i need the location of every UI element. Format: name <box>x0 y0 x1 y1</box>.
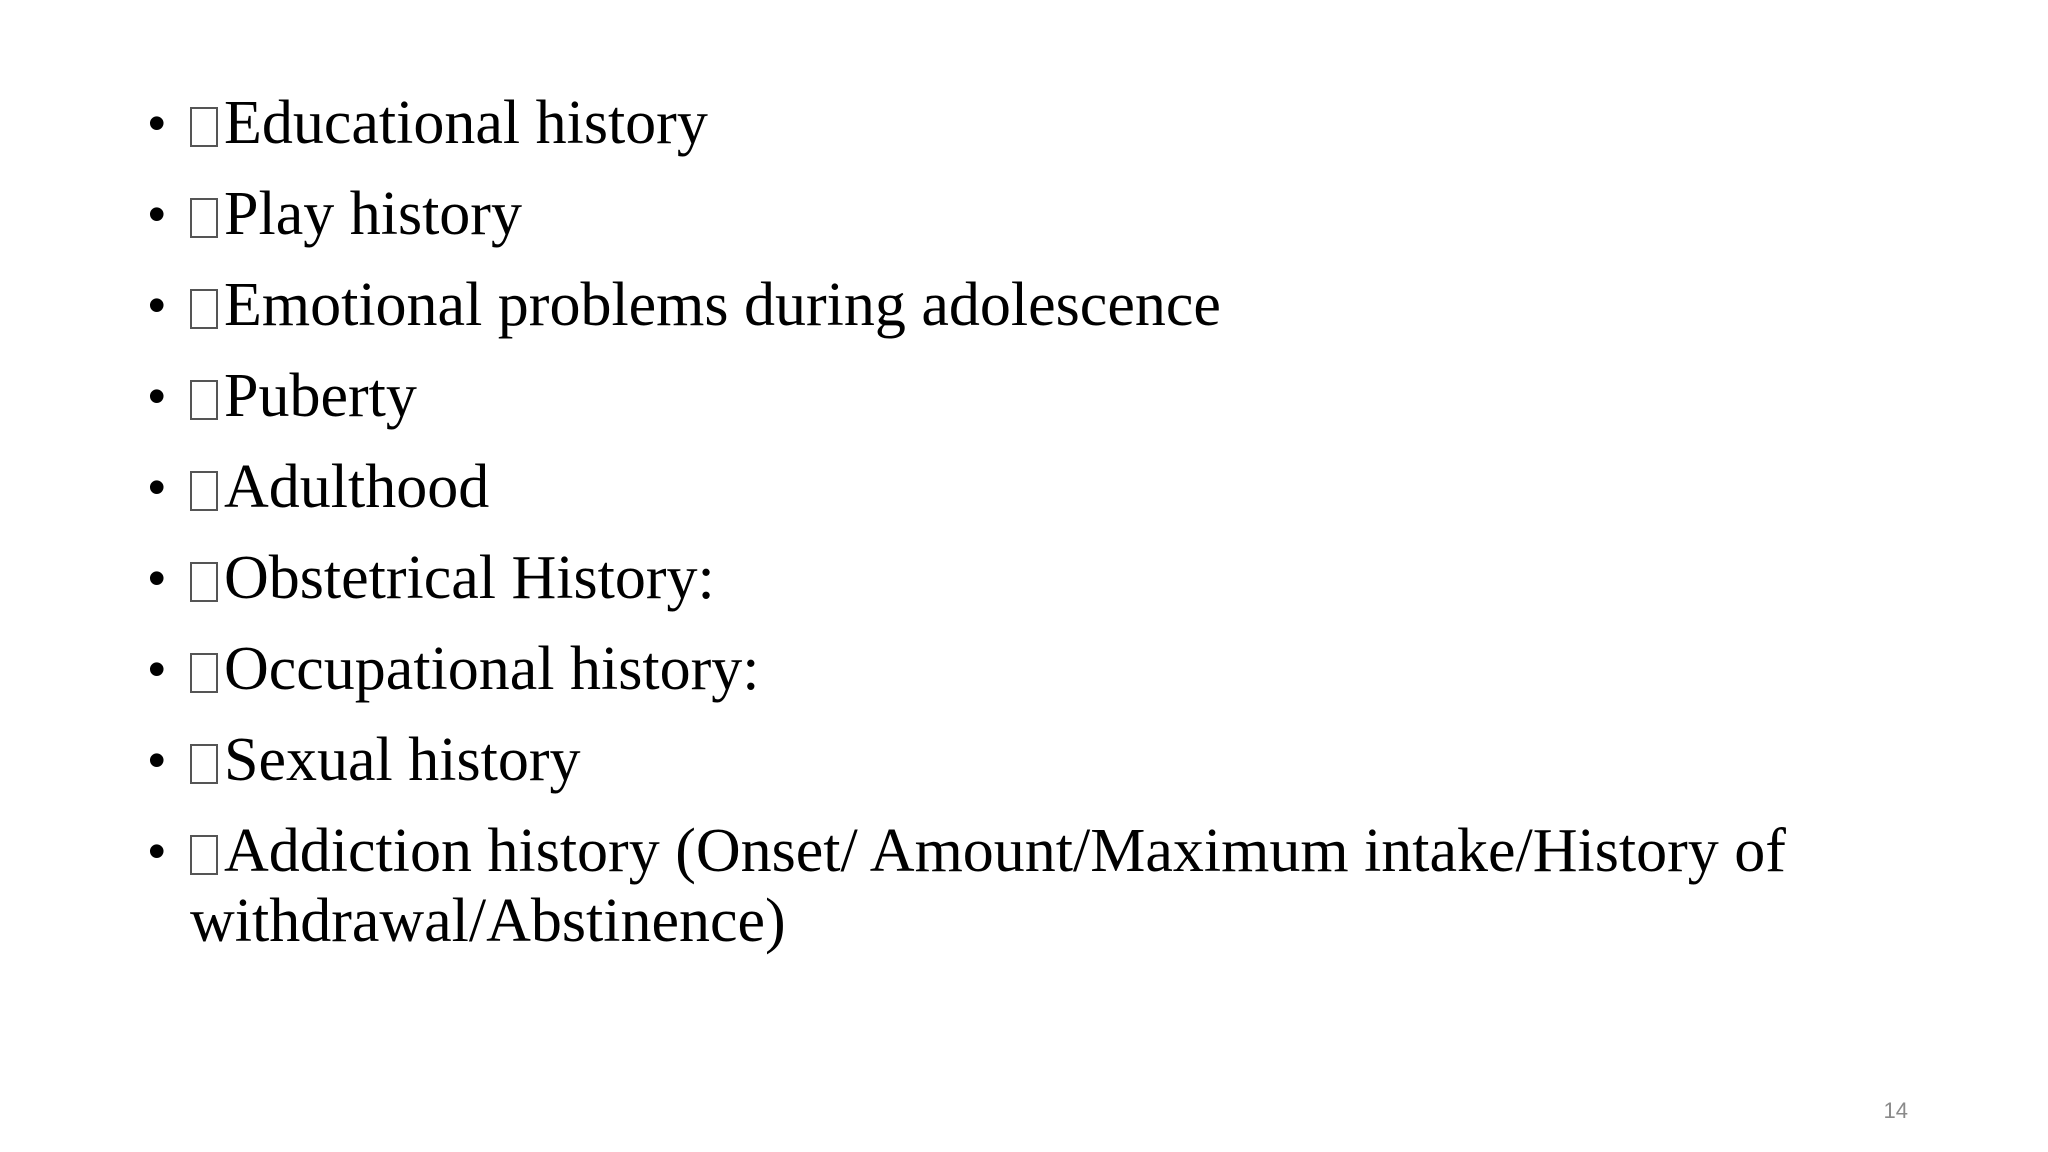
bullet-item-educational-history <box>148 88 1928 158</box>
missing-glyph-icon <box>190 744 218 784</box>
bullet-item-occupational-history <box>148 634 1928 704</box>
bullet-item-puberty <box>148 361 1928 431</box>
page-number: 14 <box>1883 1098 1908 1123</box>
missing-glyph-icon <box>190 289 218 329</box>
bullet-item-sexual-history <box>148 725 1928 795</box>
missing-glyph-icon <box>190 198 218 238</box>
bullet-list <box>148 88 1928 977</box>
bullet-dot-icon: • <box>148 459 166 515</box>
bullet-item-addiction-history <box>148 816 1928 956</box>
bullet-item-play-history <box>148 179 1928 249</box>
bullet-text: Sexual history <box>224 726 581 794</box>
bullet-text: Obstetrical History: <box>224 544 715 612</box>
bullet-text: Educational history <box>224 89 708 157</box>
missing-glyph-icon <box>190 471 218 511</box>
bullet-dot-icon: • <box>148 186 166 242</box>
bullet-dot-icon: • <box>148 550 166 606</box>
bullet-item-adulthood <box>148 452 1928 522</box>
missing-glyph-icon <box>190 835 218 875</box>
bullet-dot-icon: • <box>148 95 166 151</box>
bullet-text: Occupational history: <box>224 635 760 703</box>
bullet-dot-icon: • <box>148 277 166 333</box>
bullet-dot-icon: • <box>148 732 166 788</box>
bullet-text: Adulthood <box>224 453 490 521</box>
missing-glyph-icon <box>190 107 218 147</box>
bullet-dot-icon: • <box>148 641 166 697</box>
bullet-dot-icon: • <box>148 823 166 879</box>
missing-glyph-icon <box>190 562 218 602</box>
bullet-item-emotional-problems <box>148 270 1928 340</box>
missing-glyph-icon <box>190 380 218 420</box>
bullet-text: Addiction history (Onset/ Amount/Maximum intake/History of withdrawal/Abstinence) <box>190 817 1786 955</box>
bullet-text: Emotional problems during adolescence <box>224 271 1221 339</box>
bullet-dot-icon: • <box>148 368 166 424</box>
bullet-text: Play history <box>224 180 522 248</box>
missing-glyph-icon <box>190 653 218 693</box>
bullet-text: Puberty <box>224 362 417 430</box>
bullet-item-obstetrical-history <box>148 543 1928 613</box>
